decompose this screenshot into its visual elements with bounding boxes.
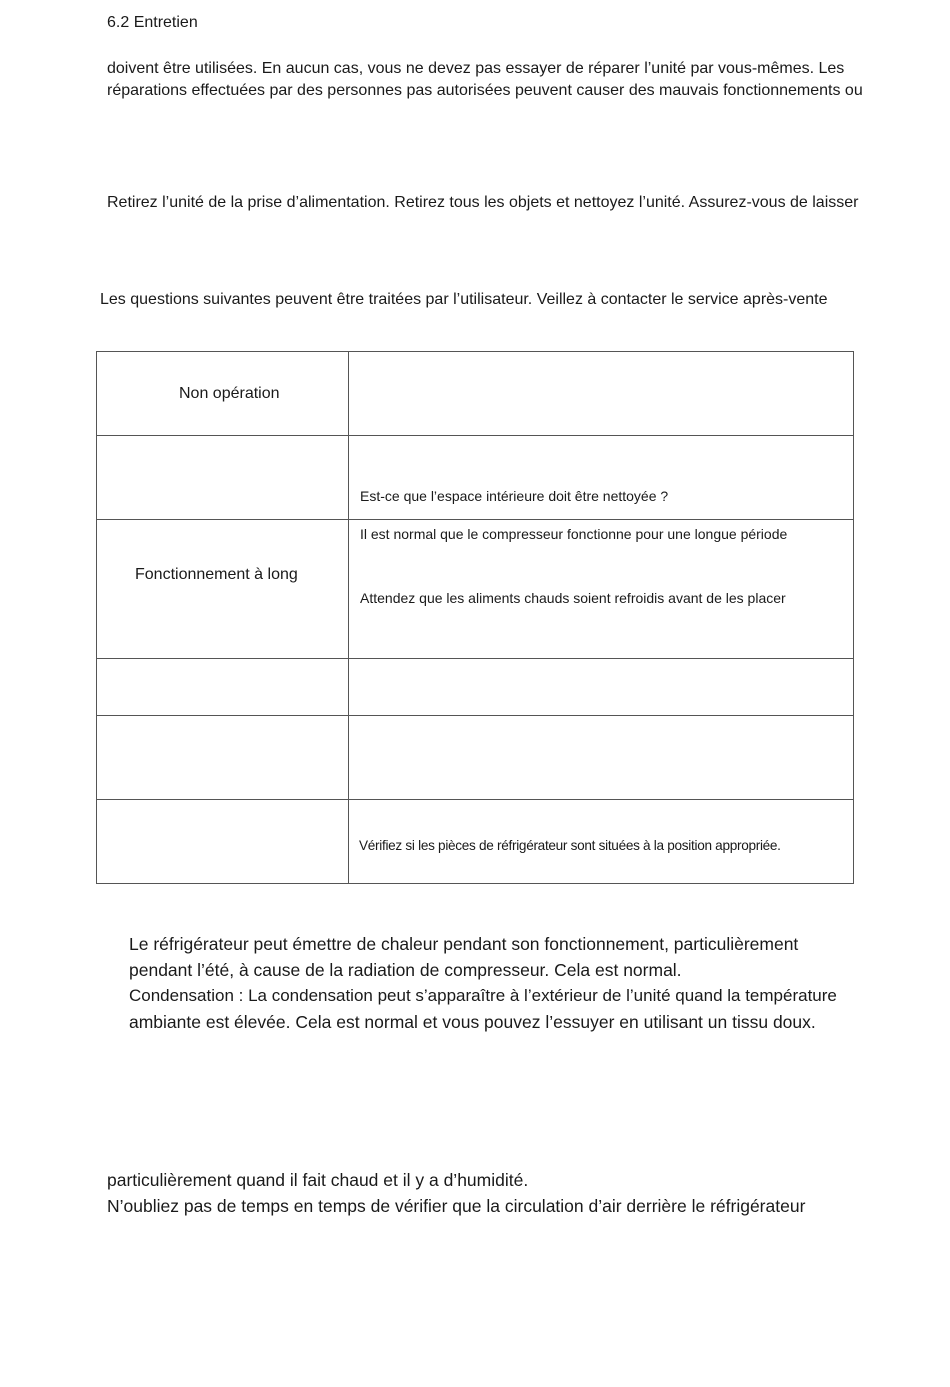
problem-cell	[97, 436, 349, 520]
table-row	[97, 716, 854, 800]
table-row	[97, 800, 854, 884]
questions-intro: Les questions suivantes peuvent être traitées par l’utilisateur. Veillez à contacter le service après-vente	[100, 291, 828, 308]
repair-line-1: doivent être utilisées. En aucun cas, vous ne devez pas essayer de réparer l’unité par vous-mêmes. Les	[107, 60, 845, 77]
note-line-4: ambiante est élevée. Cela est normal et vous pouvez l’essuyer en utilisant un tissu doux.	[129, 1012, 816, 1032]
unplug-paragraph: Retirez l’unité de la prise d’alimentation. Retirez tous les objets et nettoyez l’unité. Assurez-vous de laisser	[107, 194, 859, 211]
solution-cell	[349, 436, 854, 520]
section-title: 6.2 Entretien	[107, 14, 198, 31]
closing-line-2: N’oubliez pas de temps en temps de vérifier que la circulation d’air derrière le réfrigérateur	[107, 1196, 806, 1216]
problem-cell	[97, 520, 349, 659]
closing-line-1: particulièrement quand il fait chaud et il y a d’humidité.	[107, 1170, 529, 1190]
solution-text: Est-ce que l’espace intérieure doit être nettoyée ?	[360, 488, 669, 504]
repair-paragraph	[107, 58, 863, 102]
repair-line-2: réparations effectuées par des personnes pas autorisées peuvent causer des mauvais fonctionnements ou	[107, 82, 863, 99]
troubleshooting-table	[96, 351, 854, 884]
closing-notes	[107, 1167, 805, 1219]
table-row	[97, 436, 854, 520]
problem-cell	[97, 716, 349, 800]
table-row	[97, 659, 854, 716]
note-line-3: Condensation : La condensation peut s’apparaître à l’extérieur de l’unité quand la température	[129, 986, 837, 1005]
solution-cell	[349, 520, 854, 659]
problem-cell	[97, 352, 349, 436]
problem-label: Fonctionnement à long	[135, 566, 298, 583]
solution-cell	[349, 352, 854, 436]
table-row	[97, 352, 854, 436]
solution-cell	[349, 659, 854, 716]
solution-cell	[349, 800, 854, 884]
table-row	[97, 520, 854, 659]
solution-text: Vérifiez si les pièces de réfrigérateur sont situées à la position appropriée.	[359, 838, 781, 853]
note-line-1: Le réfrigérateur peut émettre de chaleur pendant son fonctionnement, particulièrement	[129, 934, 799, 954]
problem-cell	[97, 800, 349, 884]
solution-text: Il est normal que le compresseur fonctionne pour une longue période	[360, 526, 788, 542]
problem-cell	[97, 659, 349, 716]
solution-cell	[349, 716, 854, 800]
note-line-2: pendant l’été, à cause de la radiation de compresseur. Cela est normal.	[129, 960, 682, 980]
normal-notes	[129, 931, 837, 1035]
solution-text: Attendez que les aliments chauds soient refroidis avant de les placer	[360, 590, 786, 606]
problem-label: Non opération	[179, 385, 280, 402]
